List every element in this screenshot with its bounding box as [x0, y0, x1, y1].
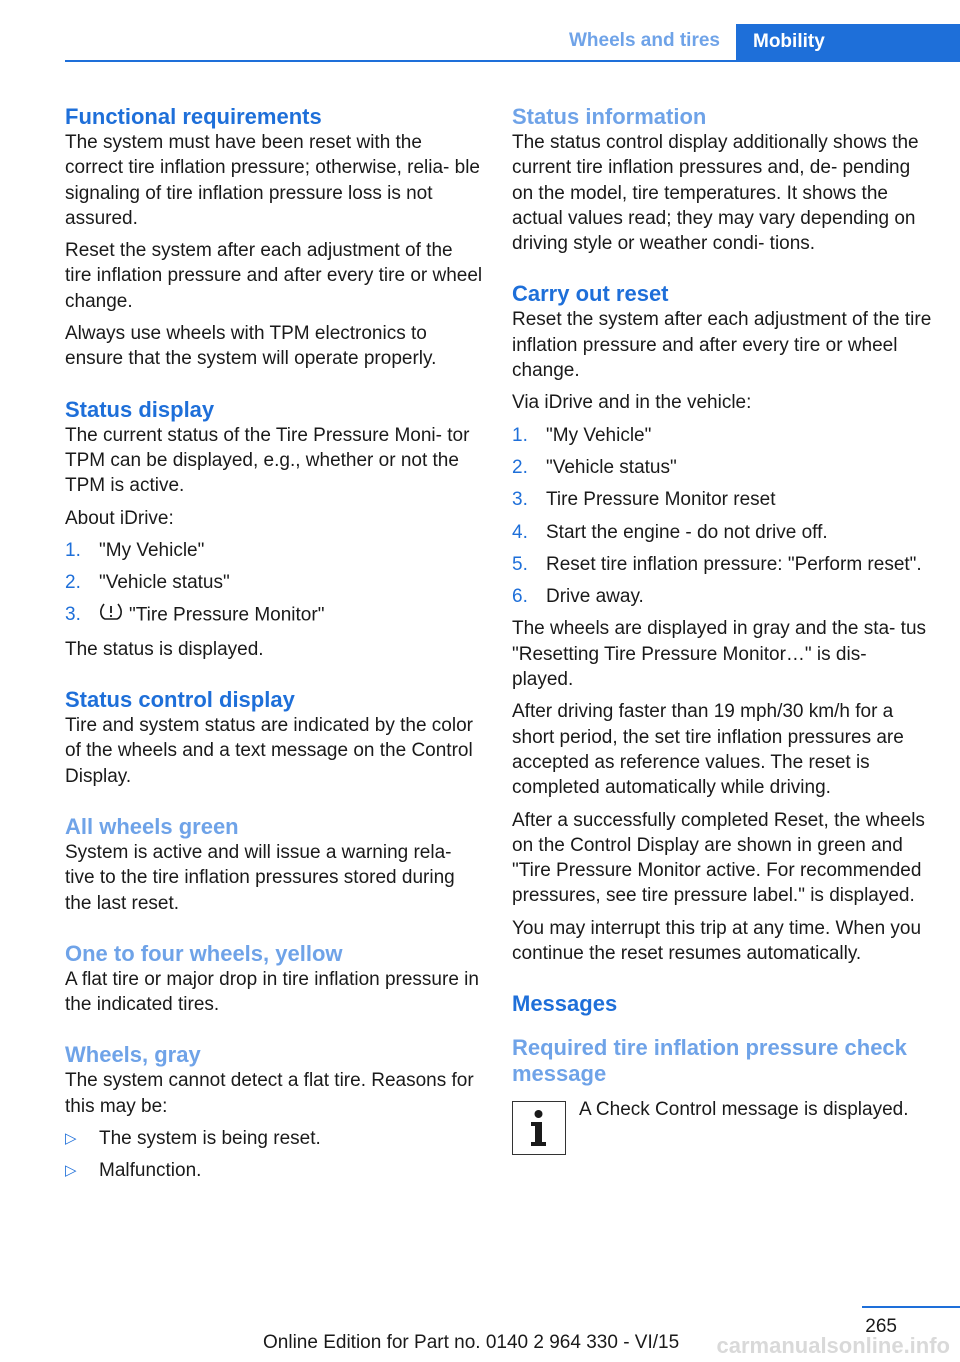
- step-text: "My Vehicle": [99, 539, 205, 561]
- page-number: 265: [865, 1316, 897, 1337]
- paragraph: The system must have been reset with the correct tire inflation pressure; otherwise, relia- ble signaling of tire inflation pressure loss is not assured.: [65, 132, 481, 229]
- edition-footer: Online Edition for Part no. 0140 2 964 330 - VI/15: [263, 1332, 680, 1353]
- list-item: [512, 423, 932, 448]
- watermark: carmanualsonline.info: [716, 1333, 950, 1358]
- paragraph: Via iDrive and in the vehicle:: [512, 392, 752, 414]
- left-column: [65, 104, 483, 1191]
- status-display-steps: [65, 538, 483, 630]
- list-item: [65, 602, 483, 629]
- list-item: [512, 487, 932, 512]
- step-number: 2.: [65, 572, 81, 594]
- heading-carry-out-reset: Carry out reset: [512, 281, 669, 307]
- list-item: [512, 552, 932, 577]
- list-item: [512, 584, 932, 609]
- bullet-text: The system is being reset.: [99, 1128, 321, 1150]
- step-text: Tire Pressure Monitor reset: [546, 489, 776, 511]
- heading-wheels-gray: Wheels, gray: [65, 1042, 201, 1068]
- paragraph: After a successfully completed Reset, the wheels on the Control Display are shown in green and "Tire Pressure Monitor active. For recommended pressures, see tire pressure label." is displayed.: [512, 809, 925, 907]
- notice-text: A Check Control message is displayed.: [579, 1099, 909, 1121]
- chapter-tab: Mobility: [736, 24, 960, 61]
- footer-rule: [862, 1306, 960, 1308]
- paragraph: The system cannot detect a flat tire. Reasons for this may be:: [65, 1070, 474, 1117]
- heading-status-control-display: Status control display: [65, 687, 295, 713]
- info-icon: [512, 1101, 566, 1155]
- tire-pressure-warning-icon: [99, 602, 123, 629]
- list-item: [65, 1158, 483, 1183]
- step-text: Reset tire inflation pressure: "Perform reset".: [546, 553, 922, 575]
- paragraph: You may interrupt this trip at any time. When you continue the reset resumes automatically.: [512, 917, 922, 965]
- heading-status-display: Status display: [65, 396, 215, 422]
- paragraph: The status is displayed.: [65, 638, 264, 660]
- right-column: [512, 104, 932, 1153]
- paragraph: The current status of the Tire Pressure Moni- tor TPM can be displayed, e.g., whether or not the TPM is active.: [65, 424, 470, 497]
- list-item: [512, 455, 932, 480]
- header-rule: [65, 60, 960, 62]
- heading-pressure-check-message: Required tire inflation pressure check message: [512, 1035, 907, 1087]
- heading-all-wheels-green: All wheels green: [65, 813, 239, 839]
- gray-reasons-list: [65, 1126, 483, 1184]
- paragraph: The wheels are displayed in gray and the sta- tus "Resetting Tire Pressure Monitor…" is dis- played.: [512, 618, 927, 691]
- bullet-text: Malfunction.: [99, 1160, 202, 1182]
- info-notice: [512, 1097, 932, 1153]
- step-number: 3.: [512, 489, 528, 511]
- running-header-section: Wheels and tires: [569, 30, 720, 51]
- step-number: 4.: [512, 521, 528, 543]
- list-item: [65, 538, 483, 563]
- paragraph: The status control display additionally shows the current tire inflation pressures and, de- pending on the model, tire temperatures. It shows the actual values read; they may vary depending on driving style or weather condi- tions.: [512, 132, 919, 255]
- list-item: [65, 570, 483, 595]
- step-text: Drive away.: [546, 586, 644, 608]
- step-number: 1.: [65, 539, 81, 561]
- bullet-triangle-icon: ▷: [65, 1130, 77, 1148]
- step-text: "Vehicle status": [546, 456, 677, 478]
- heading-messages: Messages: [512, 991, 618, 1017]
- heading-wheels-yellow: One to four wheels, yellow: [65, 940, 343, 966]
- bullet-triangle-icon: ▷: [65, 1162, 77, 1180]
- paragraph: Reset the system after each adjustment of the tire inflation pressure and after every tire or wheel change.: [512, 309, 932, 382]
- paragraph: Reset the system after each adjustment of the tire inflation pressure and after every tire or wheel change.: [65, 240, 483, 312]
- step-number: 6.: [512, 586, 528, 608]
- reset-steps: [512, 423, 932, 610]
- step-number: 2.: [512, 456, 528, 478]
- heading-functional-requirements: Functional requirements: [65, 104, 322, 129]
- step-text: Start the engine - do not drive off.: [546, 521, 828, 543]
- paragraph: A flat tire or major drop in tire inflation pressure in the indicated tires.: [65, 968, 479, 1016]
- paragraph: After driving faster than 19 mph/30 km/h for a short period, the set tire inflation pressures are accepted as reference values. The reset is completed automatically while driving.: [512, 701, 904, 799]
- step-number: 3.: [65, 604, 81, 626]
- paragraph: System is active and will issue a warning rela- tive to the tire inflation pressures stored during the last reset.: [65, 841, 455, 914]
- paragraph: Tire and system status are indicated by the color of the wheels and a text message on the Control Display.: [65, 715, 473, 787]
- step-text: "Vehicle status": [99, 572, 230, 594]
- step-number: 5.: [512, 553, 528, 575]
- step-text: "My Vehicle": [546, 424, 652, 446]
- paragraph: About iDrive:: [65, 507, 174, 529]
- heading-status-information: Status information: [512, 104, 707, 129]
- list-item: [512, 520, 932, 545]
- step-number: 1.: [512, 424, 528, 446]
- step-text: "Tire Pressure Monitor": [129, 605, 325, 627]
- list-item: [65, 1126, 483, 1151]
- paragraph: Always use wheels with TPM electronics to ensure that the system will operate properly.: [65, 323, 437, 370]
